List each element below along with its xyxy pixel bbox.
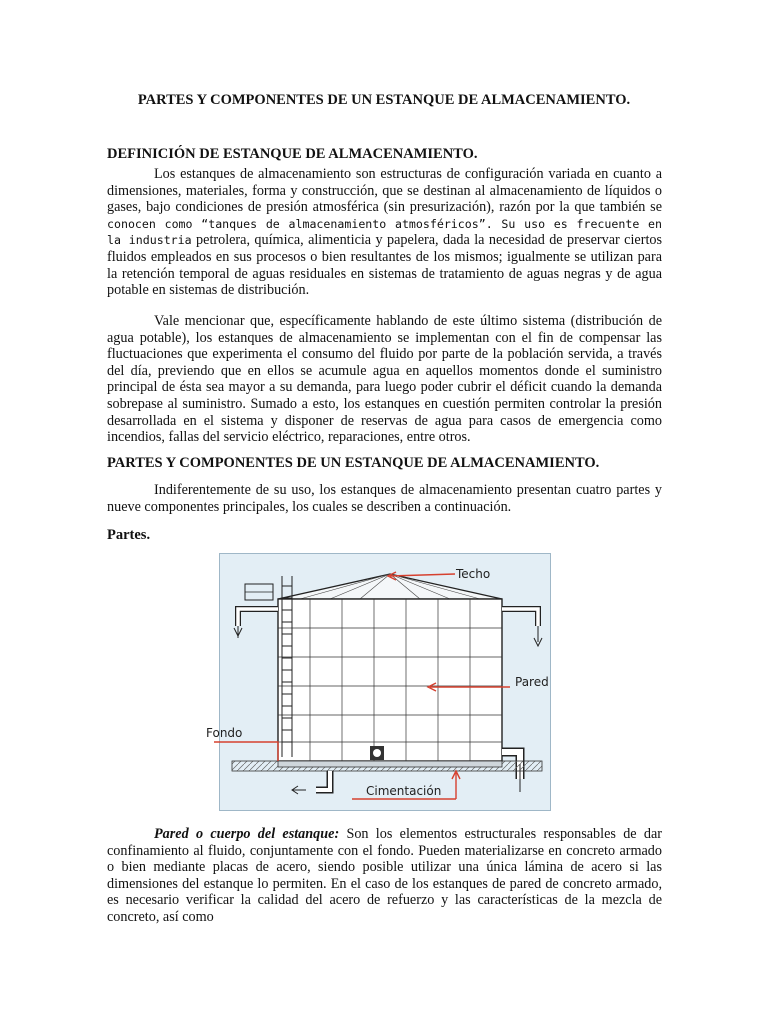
- tank-diagram: [206, 553, 551, 811]
- paragraph-text-typewriter: conocen como “tanques de almacenamiento atmosféricos”. Su uso es frecuente en la industria: [107, 216, 662, 248]
- partes-heading: Partes.: [107, 527, 151, 543]
- tank-wall: [278, 599, 502, 761]
- paragraph-lead: Pared o cuerpo del estanque: [154, 826, 335, 842]
- section-heading-partes: PARTES Y COMPONENTES DE UN ESTANQUE DE ALMACENAMIENTO.: [107, 455, 600, 471]
- paragraph-text: Vale mencionar que, específicamente hablando de este último sistema (distribución de agua potable), los estanques de almacenamiento se implementan con el fin de compensar las fluctuaciones que experimenta el consumo del fluido por parte de la población servida, a través del día, previendo que en ellos se acumule agua en aquellos momentos donde el suministro principal de ésta sea mayor a su demanda, para luego poder cubrir el déficit cuando la demanda sobrepase al suministro. Sumado a esto, los estanques en cuestión permiten controlar la presión desarrollada en el sistema y disponer de reservas de agua para casos de emergencia como incendios, fallas del servicio eléctrico, reparaciones, entre otros.: [107, 313, 662, 446]
- label-pared: Pared: [515, 675, 549, 689]
- section-heading-definicion: DEFINICIÓN DE ESTANQUE DE ALMACENAMIENTO.: [107, 146, 478, 162]
- label-techo: Techo: [456, 567, 491, 581]
- paragraph-text: petrolera, química, alimenticia y papelera, dada la necesidad de preservar ciertos fluidos empleados en sus procesos o bien resultantes de los mismos; igualmente se utilizan para la retención temporal de aguas residuales en sistemas de tratamiento de aguas negras y de agua potable en sistemas de distribución.: [107, 232, 662, 299]
- paragraph-text: Son los elementos estructurales responsables de dar confinamiento al fluido, conjuntamente con el fondo. Pueden materializarse en concreto armado o bien mediante placas de acero, siendo posible utilizar una única lámina de acero si las dimensiones del estanque lo permiten. En el caso de los estanques de pared de concreto armado, es necesario verificar la calidad del acero de refuerzo y las características de la mezcla de concreto, así como: [107, 826, 662, 925]
- document-title: PARTES Y COMPONENTES DE UN ESTANQUE DE ALMACENAMIENTO.: [137, 92, 631, 108]
- paragraph-text: Indiferentemente de su uso, los estanques de almacenamiento presentan cuatro partes y nueve componentes principales, los cuales se describen a continuación.: [107, 482, 662, 515]
- tank-bottom: [278, 761, 502, 767]
- paragraph-distribucion: [107, 313, 662, 446]
- tank-diagram-svg: [206, 554, 550, 810]
- paragraph-text: Los estanques de almacenamiento son estructuras de configuración variada en cuanto a dimensiones, materiales, forma y construcción, que se destinan al almacenamiento de líquidos o gases, bajo condiciones de presión atmosférica (sin presurización), razón por la que también se: [107, 166, 662, 216]
- paragraph-lead-colon: :: [334, 826, 340, 842]
- label-fondo: Fondo: [206, 726, 243, 740]
- paragraph-pared: [107, 826, 662, 926]
- paragraph-definicion: [107, 166, 662, 299]
- label-cimentacion: Cimentación: [366, 784, 442, 798]
- paragraph-intro-partes: [107, 482, 662, 515]
